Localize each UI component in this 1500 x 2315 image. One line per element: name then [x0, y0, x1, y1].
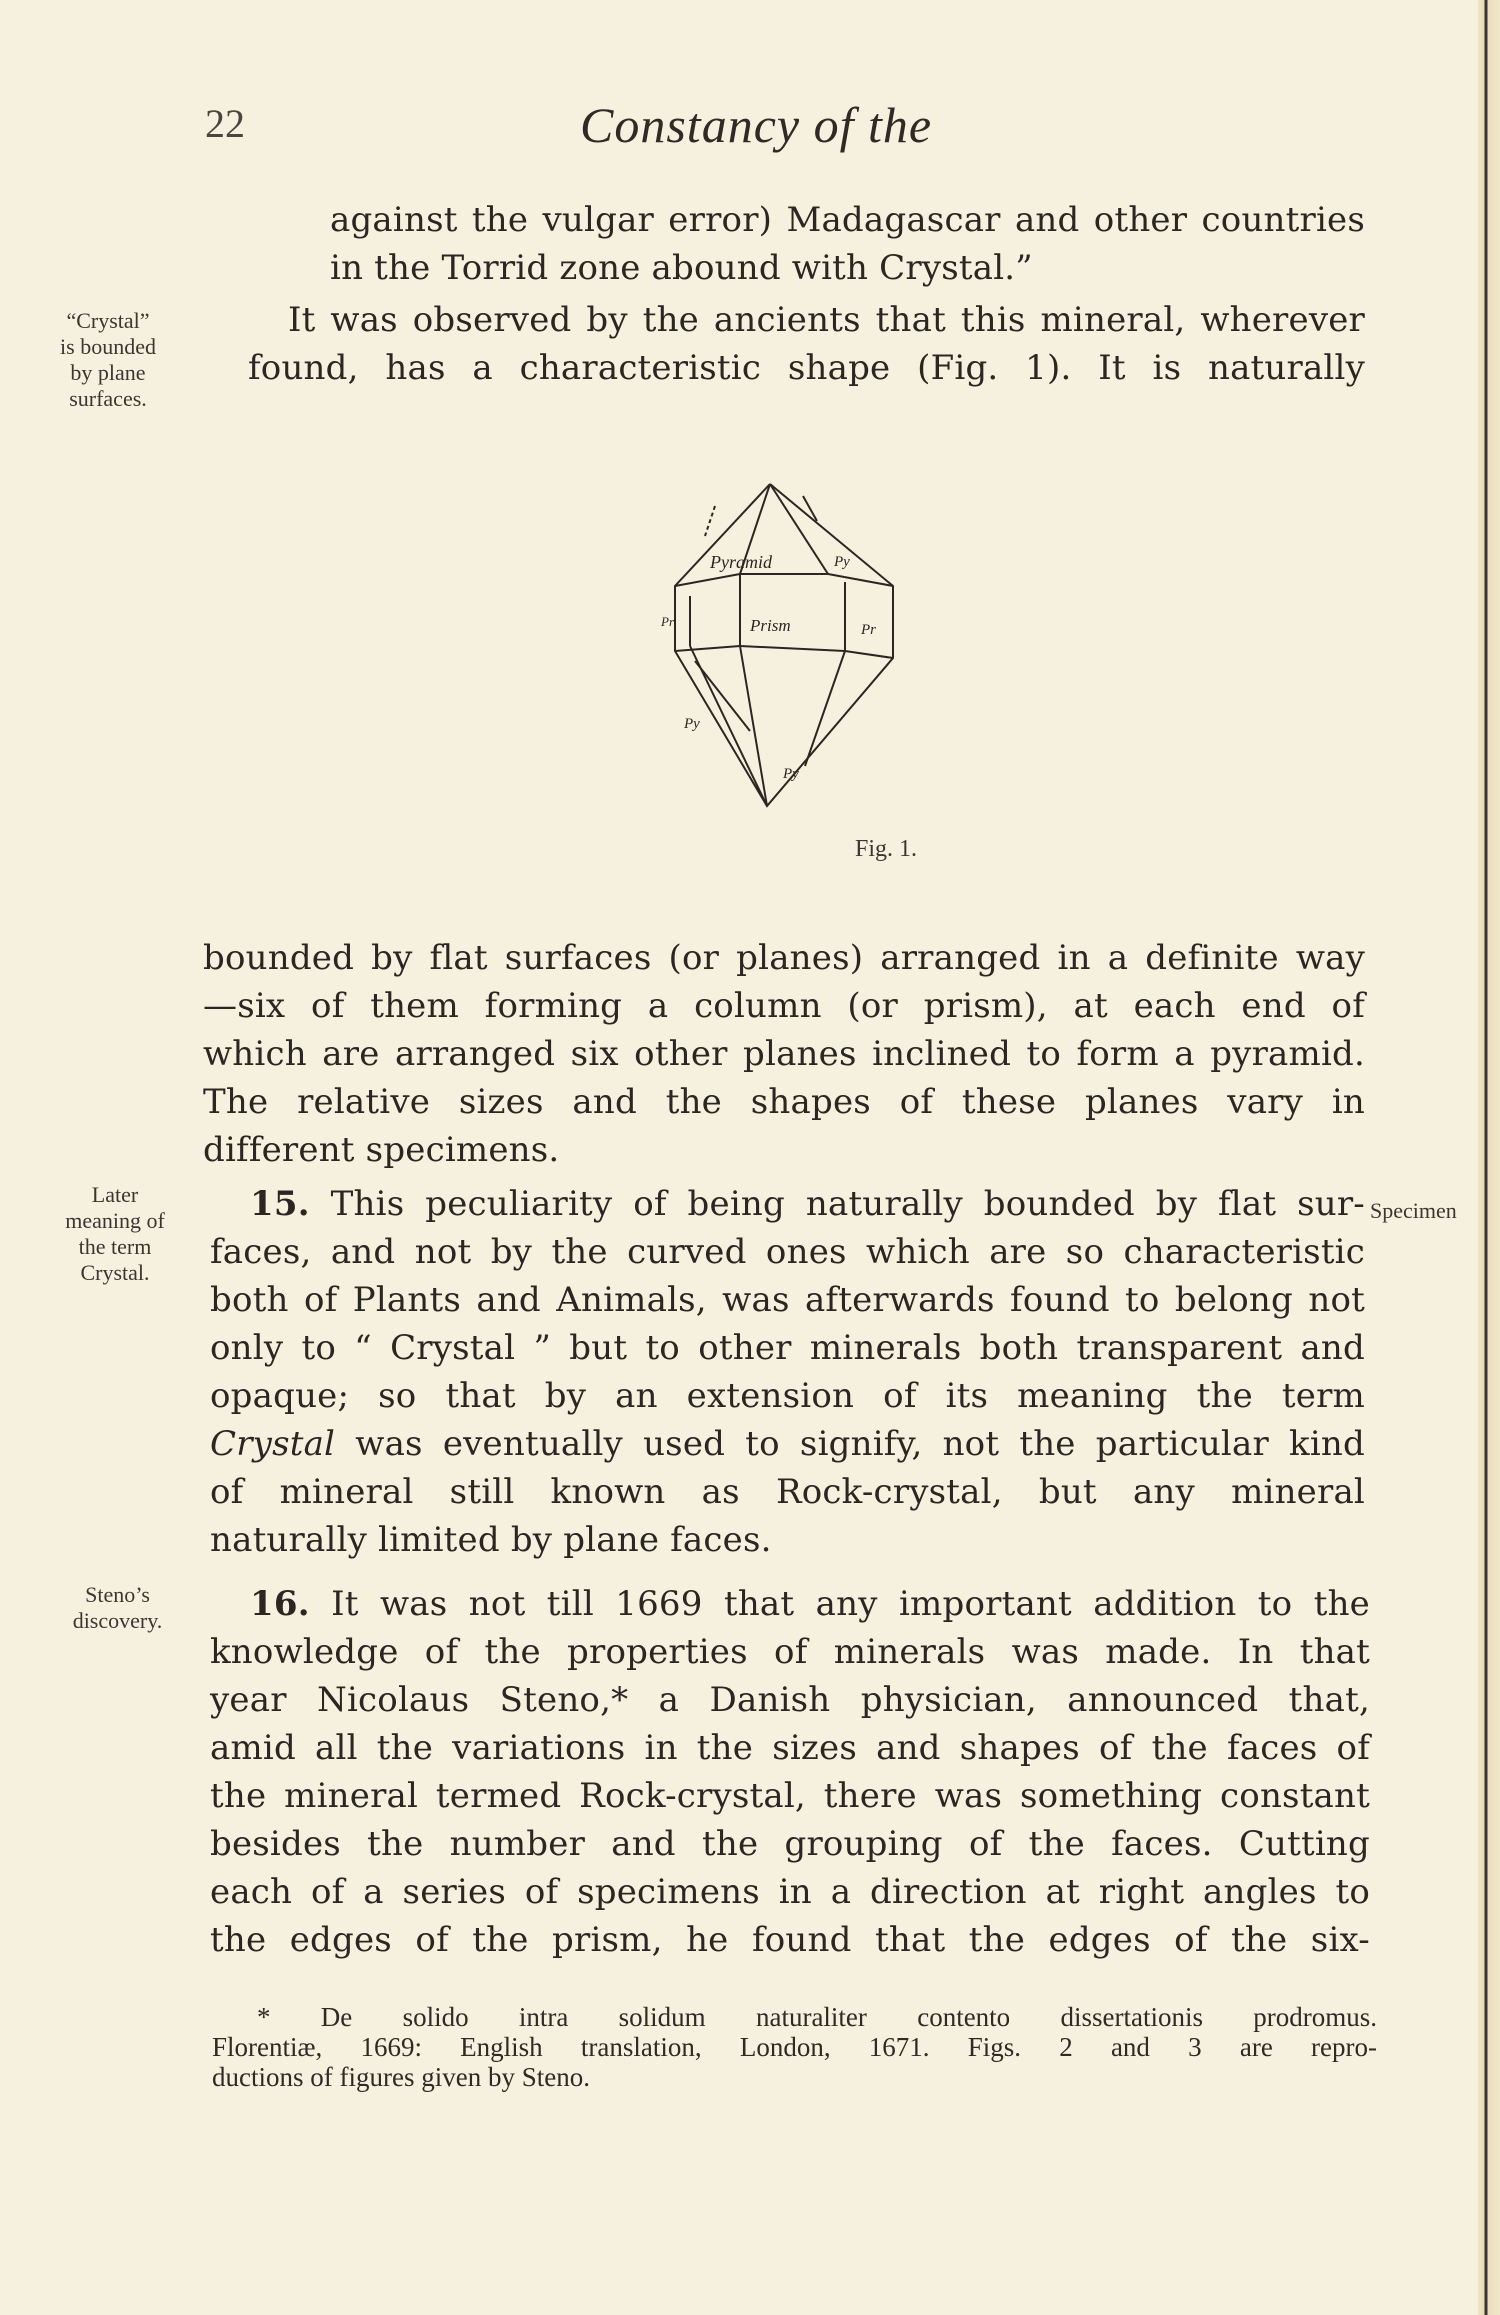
section-15	[210, 1180, 1365, 1564]
crystal-outline	[675, 484, 893, 806]
paragraph-after-figure	[203, 934, 1365, 1174]
paragraph-line: the mineral termed Rock-crystal, there was something constant	[210, 1776, 1370, 1816]
italic-term: Crystal	[210, 1424, 336, 1464]
paragraph-line: opaque; so that by an extension of its meaning the term	[210, 1376, 1365, 1416]
side-note-line: surfaces.	[69, 386, 147, 411]
paragraph-line: year Nicolaus Steno,* a Danish physician, announced that,	[210, 1680, 1370, 1720]
crystal-edge	[705, 506, 715, 536]
paragraph-line: —six of them forming a column (or prism), at each end of	[203, 986, 1365, 1026]
side-note-stenos-discovery	[50, 1582, 185, 1634]
crystal-edge	[675, 646, 740, 651]
side-note-line: meaning of	[65, 1208, 165, 1233]
figure-label-pr: Pr	[861, 622, 876, 638]
paragraph-line: against the vulgar error) Madagascar and other countries	[330, 200, 1365, 240]
paragraph-line: of mineral still known as Rock-crystal, but any mineral	[210, 1472, 1365, 1512]
side-note-line: discovery.	[72, 1608, 163, 1633]
top-paragraph	[330, 196, 1365, 292]
figure-label-pr: Pr	[661, 614, 674, 629]
figure-caption: Fig. 1.	[855, 836, 918, 862]
crystal-edge	[695, 661, 750, 731]
crystal-edge	[828, 574, 893, 586]
paragraph-line	[210, 1420, 1365, 1468]
paragraph-line: both of Plants and Animals, was afterwards found to belong not	[210, 1280, 1365, 1320]
paragraph-line: It was observed by the ancients that this mineral, wherever	[288, 300, 1365, 340]
paragraph-line: bounded by flat surfaces (or planes) arranged in a definite way	[203, 938, 1365, 978]
page-number: 22	[205, 101, 245, 146]
footnote-line: ductions of figures given by Steno.	[212, 2062, 590, 2092]
side-note-line: Crystal.	[80, 1260, 150, 1285]
side-note-later-meaning	[30, 1182, 200, 1286]
paragraph-line: only to “ Crystal ” but to other minerals both transparent and	[210, 1328, 1365, 1368]
top-paragraph-continued	[248, 296, 1365, 392]
figure-label-py: Py	[834, 554, 850, 570]
running-title: Constancy of the	[580, 97, 933, 153]
side-note-crystal-planes	[28, 308, 188, 412]
crystal-edge	[740, 646, 845, 651]
paragraph-line: naturally limited by plane faces.	[210, 1520, 772, 1560]
crystal-edge	[845, 651, 893, 658]
figure-label-pyramid: Pyramid	[710, 552, 772, 572]
section-first-line	[210, 1580, 1370, 1628]
footnote-line: * De solido intra solidum naturaliter contento dissertationis prodromus.	[257, 2002, 1377, 2032]
paragraph-line: which are arranged six other planes inclined to form a pyramid.	[203, 1034, 1365, 1074]
paragraph-line: knowledge of the properties of minerals was made. In that	[210, 1632, 1370, 1672]
crystal-edge	[805, 651, 845, 766]
page-edge	[1478, 0, 1500, 2315]
footnote	[212, 2002, 1377, 2092]
paragraph-line: in the Torrid zone abound with Crystal.”	[330, 248, 1033, 288]
paragraph-line: the edges of the prism, he found that the edges of the six-	[210, 1920, 1370, 1960]
paragraph-line: found, has a characteristic shape (Fig. 1). It is naturally	[248, 348, 1365, 388]
paragraph-line: different specimens.	[203, 1130, 560, 1170]
side-note-right-margin: Specimen	[1370, 1198, 1457, 1223]
figure-label-py: Py	[684, 716, 700, 732]
side-note-line: by plane	[70, 360, 146, 385]
section-16	[210, 1580, 1370, 1964]
section-first-line-text: This peculiarity of being naturally bounded by flat sur-	[330, 1184, 1365, 1224]
section-number: 15.	[250, 1184, 310, 1224]
paragraph-line: amid all the variations in the sizes and shapes of the faces of	[210, 1728, 1370, 1768]
side-note-line: “Crystal”	[66, 308, 150, 333]
footnote-line: Florentiæ, 1669: English translation, London, 1671. Figs. 2 and 3 are repro-	[212, 2032, 1377, 2062]
side-note-line: Steno’s	[85, 1582, 150, 1607]
crystal-edge	[770, 484, 828, 574]
paragraph-line: each of a series of specimens in a direction at right angles to	[210, 1872, 1370, 1912]
side-note-line: is bounded	[60, 334, 156, 359]
section-first-line-text: It was not till 1669 that any important addition to the	[331, 1584, 1370, 1624]
figure-label-py: Py	[783, 766, 799, 782]
paragraph-line: besides the number and the grouping of the faces. Cutting	[210, 1824, 1370, 1864]
running-head	[0, 96, 1480, 156]
line-rest: was eventually used to signify, not the particular kind	[335, 1424, 1365, 1464]
paragraph-line: faces, and not by the curved ones which are so characteristic	[210, 1232, 1365, 1272]
section-number: 16.	[250, 1584, 310, 1624]
paragraph-line: The relative sizes and the shapes of these planes vary in	[203, 1082, 1365, 1122]
side-note-line: the term	[78, 1234, 152, 1259]
crystal-figure	[655, 476, 895, 846]
section-first-line	[210, 1180, 1365, 1228]
side-note-line: Later	[91, 1182, 139, 1207]
figure-label-prism: Prism	[750, 616, 791, 635]
